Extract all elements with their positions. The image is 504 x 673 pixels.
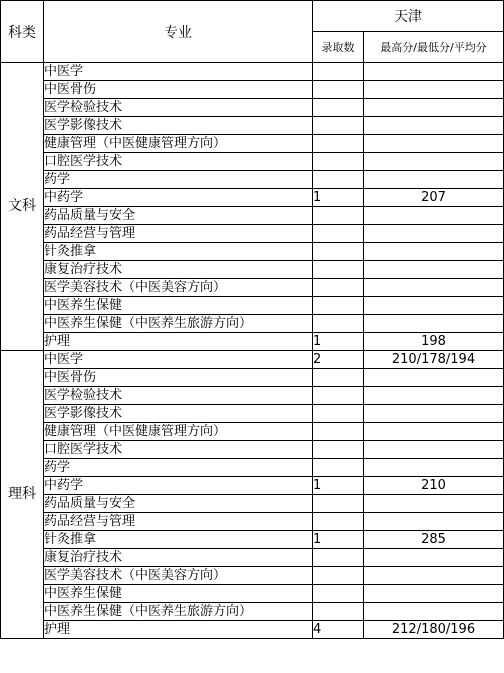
table-body [1,63,504,639]
score-cell: 212/180/196 [364,621,504,639]
category-header: 科类 [1,1,44,63]
count-header: 录取数 [313,32,364,63]
count-cell: 1 [313,477,364,495]
table-row [1,117,504,135]
score-cell [364,387,504,405]
table-row [1,387,504,405]
major-cell: 药学 [44,459,313,477]
table-row [1,567,504,585]
count-cell: 1 [313,189,364,207]
score-cell [364,315,504,333]
count-cell [313,567,364,585]
table-row [1,423,504,441]
major-cell: 医学美容技术（中医美容方向） [44,567,313,585]
major-cell: 中医养生保健 [44,297,313,315]
major-cell: 药品质量与安全 [44,495,313,513]
table-row [1,99,504,117]
table-row [1,477,504,495]
category-cell: 文科 [1,63,44,351]
count-cell [313,405,364,423]
count-cell: 1 [313,531,364,549]
table-row [1,279,504,297]
count-cell [313,225,364,243]
count-cell [313,261,364,279]
table-row [1,585,504,603]
major-cell: 药品经营与管理 [44,225,313,243]
table-row [1,243,504,261]
major-cell: 医学影像技术 [44,117,313,135]
count-cell [313,297,364,315]
count-cell [313,207,364,225]
table-row [1,63,504,81]
score-cell [364,369,504,387]
score-cell [364,549,504,567]
major-cell: 医学检验技术 [44,99,313,117]
table-row [1,135,504,153]
table-row [1,315,504,333]
score-cell [364,261,504,279]
count-cell [313,387,364,405]
score-cell [364,81,504,99]
table-row [1,441,504,459]
table-row [1,369,504,387]
score-cell: 198 [364,333,504,351]
major-cell: 健康管理（中医健康管理方向） [44,135,313,153]
table-row [1,405,504,423]
count-cell: 4 [313,621,364,639]
score-cell [364,603,504,621]
major-cell: 医学美容技术（中医美容方向） [44,279,313,297]
count-cell [313,99,364,117]
score-cell [364,153,504,171]
count-cell [313,459,364,477]
major-cell: 针灸推拿 [44,531,313,549]
count-cell [313,441,364,459]
major-cell: 针灸推拿 [44,243,313,261]
score-cell [364,513,504,531]
table-row [1,549,504,567]
score-cell [364,567,504,585]
major-cell: 医学影像技术 [44,405,313,423]
score-cell [364,207,504,225]
table-row [1,333,504,351]
count-cell [313,243,364,261]
score-cell [364,99,504,117]
major-cell: 药学 [44,171,313,189]
count-cell [313,495,364,513]
count-cell [313,585,364,603]
score-header: 最高分/最低分/平均分 [364,32,504,63]
count-cell: 2 [313,351,364,369]
table-row [1,153,504,171]
major-cell: 康复治疗技术 [44,549,313,567]
score-cell [364,135,504,153]
major-cell: 药品质量与安全 [44,207,313,225]
major-cell: 药品经营与管理 [44,513,313,531]
score-cell: 285 [364,531,504,549]
score-cell [364,441,504,459]
count-cell [313,315,364,333]
major-header: 专业 [44,1,313,63]
count-cell [313,513,364,531]
table-row [1,189,504,207]
score-cell [364,297,504,315]
table-row [1,603,504,621]
score-cell [364,171,504,189]
score-cell [364,459,504,477]
score-cell [364,117,504,135]
major-cell: 中医养生保健（中医养生旅游方向） [44,603,313,621]
count-cell [313,81,364,99]
major-cell: 中医骨伤 [44,369,313,387]
major-cell: 口腔医学技术 [44,153,313,171]
score-cell [364,585,504,603]
city-header: 天津 [313,1,504,32]
category-cell: 理科 [1,351,44,639]
table-row [1,531,504,549]
major-cell: 中医学 [44,63,313,81]
count-cell [313,135,364,153]
count-cell [313,153,364,171]
table-header [1,1,504,63]
table-row [1,513,504,531]
count-cell [313,603,364,621]
major-cell: 中药学 [44,477,313,495]
major-cell: 中医骨伤 [44,81,313,99]
table-row [1,495,504,513]
major-cell: 中医养生保健 [44,585,313,603]
score-cell: 210 [364,477,504,495]
score-cell [364,495,504,513]
table-row [1,81,504,99]
score-cell [364,225,504,243]
major-cell: 口腔医学技术 [44,441,313,459]
major-cell: 中药学 [44,189,313,207]
table-row [1,171,504,189]
major-cell: 护理 [44,621,313,639]
count-cell [313,171,364,189]
count-cell [313,117,364,135]
major-cell: 中医养生保健（中医养生旅游方向） [44,315,313,333]
major-cell: 医学检验技术 [44,387,313,405]
score-cell: 207 [364,189,504,207]
table-row [1,459,504,477]
score-cell: 210/178/194 [364,351,504,369]
major-cell: 康复治疗技术 [44,261,313,279]
score-cell [364,279,504,297]
count-cell [313,63,364,81]
score-cell [364,243,504,261]
major-cell: 护理 [44,333,313,351]
table-row [1,297,504,315]
table-row [1,351,504,369]
table-row [1,225,504,243]
table-row [1,207,504,225]
major-cell: 中医学 [44,351,313,369]
count-cell [313,279,364,297]
count-cell [313,423,364,441]
count-cell [313,369,364,387]
table-row [1,621,504,639]
count-cell [313,549,364,567]
table-row [1,261,504,279]
score-cell [364,405,504,423]
major-cell: 健康管理（中医健康管理方向） [44,423,313,441]
score-cell [364,63,504,81]
count-cell: 1 [313,333,364,351]
score-cell [364,423,504,441]
